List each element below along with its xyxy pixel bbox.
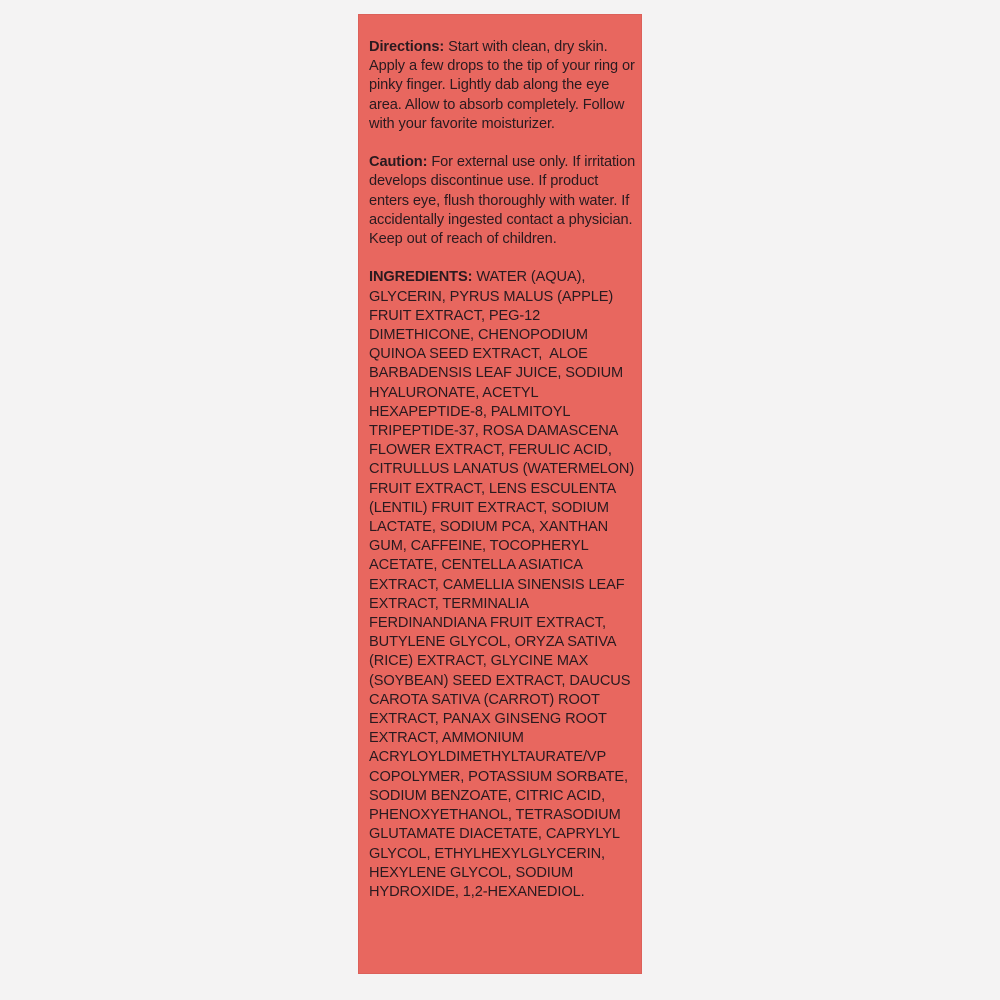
ingredients-line: EXTRACT, PANAX GINSENG ROOT bbox=[369, 711, 607, 728]
caution-label: Caution: bbox=[369, 154, 428, 171]
ingredients-line: CAROTA SATIVA (CARROT) ROOT bbox=[369, 691, 600, 708]
ingredients-line: HEXAPEPTIDE-8, PALMITOYL bbox=[369, 403, 571, 420]
ingredients-line: PHENOXYETHANOL, TETRASODIUM bbox=[369, 807, 621, 824]
ingredients-paragraph bbox=[369, 268, 637, 902]
ingredients-line: QUINOA SEED EXTRACT, ALOE bbox=[369, 346, 588, 363]
ingredients-line: FRUIT EXTRACT, LENS ESCULENTA bbox=[369, 480, 617, 497]
ingredients-line: HYALURONATE, ACETYL bbox=[369, 384, 539, 401]
ingredients-line: FLOWER EXTRACT, FERULIC ACID, bbox=[369, 442, 612, 459]
ingredients-line: (SOYBEAN) SEED EXTRACT, DAUCUS bbox=[369, 672, 631, 689]
ingredients-line: DIMETHICONE, CHENOPODIUM bbox=[369, 327, 588, 344]
ingredients-line: GLUTAMATE DIACETATE, CAPRYLYL bbox=[369, 826, 620, 843]
ingredients-line: (LENTIL) FRUIT EXTRACT, SODIUM bbox=[369, 499, 609, 516]
caution-text: For external use only. If irritation develops discontinue use. If product enters eye, flush thoroughly with water. If accidentally ingested contact a physician. Keep out of reach of children. bbox=[369, 154, 636, 248]
ingredients-line: FERDINANDIANA FRUIT EXTRACT, bbox=[369, 615, 606, 632]
ingredients-line: SODIUM BENZOATE, CITRIC ACID, bbox=[369, 787, 606, 804]
ingredients-line: ACRYLOYLDIMETHYLTAURATE/VP bbox=[369, 749, 607, 766]
ingredients-line: (RICE) EXTRACT, GLYCINE MAX bbox=[369, 653, 589, 670]
ingredients-line: GLYCOL, ETHYLHEXYLGLYCERIN, bbox=[369, 845, 606, 862]
ingredients-line: LACTATE, SODIUM PCA, XANTHAN bbox=[369, 519, 609, 536]
ingredients-line: CITRULLUS LANATUS (WATERMELON) bbox=[369, 461, 635, 478]
ingredients-line: HYDROXIDE, 1,2-HEXANEDIOL. bbox=[369, 883, 585, 900]
ingredients-line: BUTYLENE GLYCOL, ORYZA SATIVA bbox=[369, 634, 617, 651]
ingredients-line: ACETATE, CENTELLA ASIATICA bbox=[369, 557, 583, 574]
ingredients-line: FRUIT EXTRACT, PEG-12 bbox=[369, 307, 541, 324]
ingredients-line: EXTRACT, TERMINALIA bbox=[369, 595, 530, 612]
directions-text: Start with clean, dry skin. Apply a few drops to the tip of your ring or pinky finger. Lightly dab along the eye area. Allow to absorb completely. Follow with your favorite moisturizer. bbox=[369, 39, 635, 132]
ingredients-line: BARBADENSIS LEAF JUICE, SODIUM bbox=[369, 365, 624, 382]
ingredients-line: EXTRACT, CAMELLIA SINENSIS LEAF bbox=[369, 576, 625, 593]
directions-paragraph bbox=[369, 38, 637, 134]
package-side-panel bbox=[358, 14, 642, 974]
ingredients-line: HEXYLENE GLYCOL, SODIUM bbox=[369, 864, 574, 881]
ingredients-line: COPOLYMER, POTASSIUM SORBATE, bbox=[369, 768, 629, 785]
ingredients-line: GLYCERIN, PYRUS MALUS (APPLE) bbox=[369, 288, 614, 305]
ingredients-line: EXTRACT, AMMONIUM bbox=[369, 730, 524, 747]
directions-label: Directions: bbox=[369, 39, 445, 55]
ingredients-label: INGREDIENTS: bbox=[369, 269, 473, 286]
label-text-block bbox=[369, 38, 637, 902]
ingredients-line: GUM, CAFFEINE, TOCOPHERYL bbox=[369, 538, 589, 555]
ingredients-line bbox=[369, 268, 637, 287]
caution-paragraph bbox=[369, 153, 637, 249]
ingredients-line-text: WATER (AQUA), bbox=[472, 269, 586, 286]
ingredients-line: TRIPEPTIDE-37, ROSA DAMASCENA bbox=[369, 423, 619, 440]
